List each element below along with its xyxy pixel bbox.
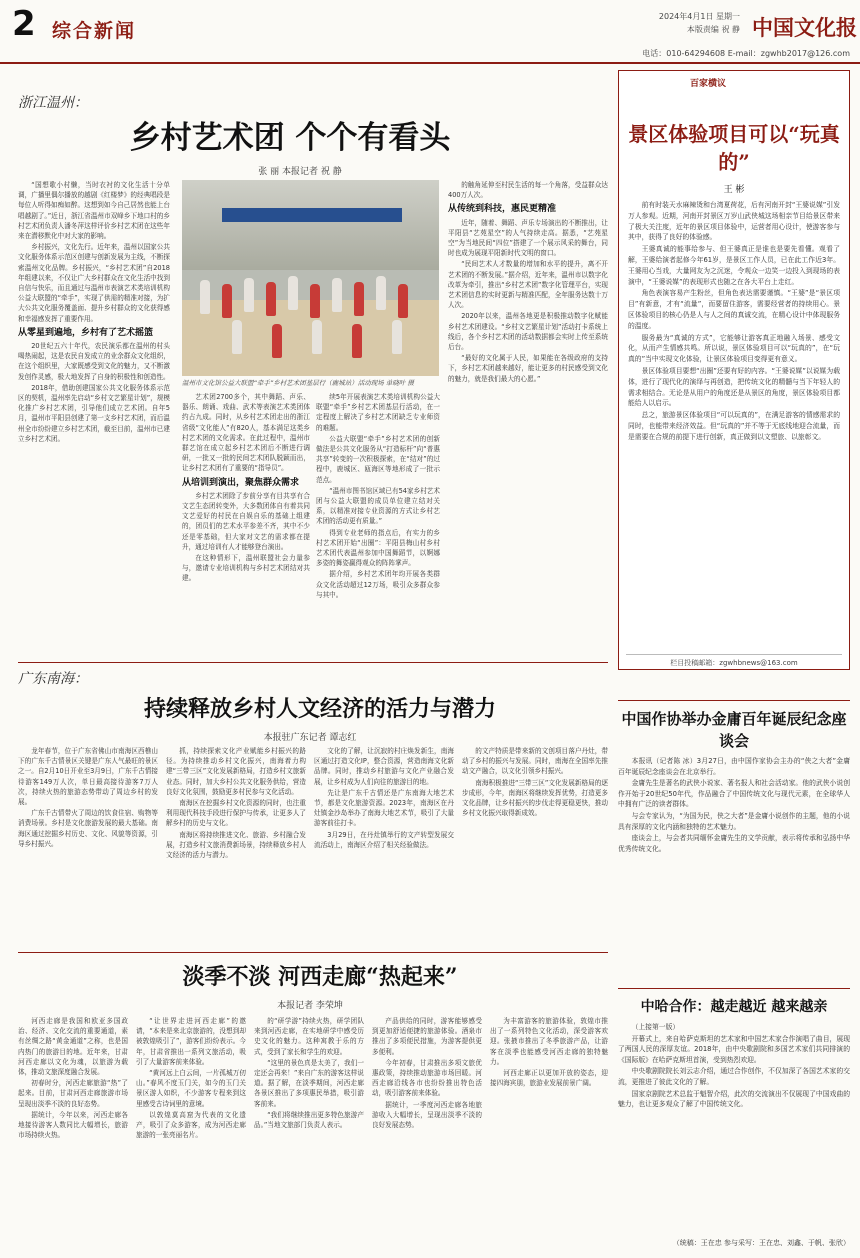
contact-phone: 电话：010-64294608: [642, 49, 726, 58]
column-tag: 百家横议: [690, 79, 727, 89]
article3-column-2: [136, 1016, 246, 1246]
paragraph: 王婆真诚的能事给参与、但王婆真正是谁也是要先看懂。观看了解，王婆给演者起修今年61岁，是景区工作人员，已在此工作近3年。王婆用心当戏，大量网友为之沉迷，令观众一边笑一边投入到现场的表演中，“王婆说媒”的表现形式也随之在各大平台上走红。: [628, 245, 840, 286]
paragraph: 初春时分，河西走廊旅游“热”了起来。目前，甘肃河西走廊旅游市场呈现出淡季不淡的良好态势。: [18, 1079, 128, 1108]
paragraph: 在这种情形下，温州联盟社会力量参与，邀请专业培训机构与乡村艺术团结对共建。: [182, 554, 310, 583]
contact-email: E-mail：zgwhb2017@126.com: [727, 49, 850, 58]
article3-column-5: [490, 1016, 608, 1246]
paragraph: 先让是广东千古情还是广东南海大地艺术节，都是文化旅游资源。2023年，南海区在丹灶镇金沙岛举办了南海大地艺术节，吸引了大量游客前往打卡。: [314, 788, 454, 828]
dancer-figure: [272, 324, 282, 358]
section-name: 综合新闻: [52, 20, 137, 42]
paragraph: 本报讯（记者陈 冰）3月27日，由中国作家协会主办的“侠之大者”金庸百年诞辰纪念座谈会在北京举行。: [618, 757, 850, 776]
article1-kicker: 浙江温州：: [18, 95, 88, 111]
article1-column-2: [182, 392, 310, 660]
paragraph: “最好的文化属于人民，如果能在各级政府的支持下，乡村艺术团越来越好，能让更多的村民感受到文化的魅力，就是我们最大的心愿。”: [448, 354, 608, 383]
paragraph: 的文产特质是带来新的文创项目落户丹灶，带动了乡村的振兴与发展。同时，南海在全国率先推动文产融合，以文化引领乡村振兴。: [462, 747, 608, 776]
paragraph: 公益大联盟“牵手”乡村艺术团的创新做法是公共文化服务从“打造标杆”向“普惠共享”转变的一次积极探索，在“结对”的过程中，鹿城区、瓯海区等地形成了一批示范点。: [316, 434, 440, 484]
issue-date: 2024年4月1日 星期一: [658, 12, 740, 21]
paragraph: 近年，随着、舞蹈、声乐专场演出的不断推出，让平阳县“艺苑星空”的人气持续走高。据悉，“艺苑星空”为当地民间“四位”搭建了一个展示风采的舞台，同时也成为展现平阳新时代文明的窗口。: [448, 218, 608, 258]
paragraph: 抓，持续探索文化产业赋能乡村振兴的路径。为持续推动乡村文化振兴，南海着力构建“三带三区”文化发展新格局，打造乡村文旅新业态。同时，加大乡村公共文化服务供给，营造良好文化氛围，鼓励更多村民参与文化活动。: [166, 747, 306, 796]
article1-column-4: [448, 180, 608, 660]
paragraph: 服务最为“真诚的方式”，它能够让游客真正地融入场景、感受文化，从而产生情感共鸣。所以说，景区体验项目可以“玩真的”，在“玩真的”当中实现文化体验，让景区体验项目变得更有意义。: [628, 333, 840, 364]
article2-column-4: [462, 746, 608, 946]
paragraph: （上接第一版）: [631, 1023, 680, 1031]
paragraph: 中央歌剧院院长刘云志介绍，通过合作创作，不仅加深了各国艺术家的交流，更推进了彼此文化的了解。: [618, 1067, 850, 1086]
paragraph: 金庸先生是著名的武侠小说家、著名报人和社会活动家。他的武侠小说创作开始于20世纪50年代，作品融合了中国传统文化与现代元素，在全球华人中拥有广泛的读者群体。: [618, 779, 850, 809]
paragraph: “温州市图书馆区域已有54家乡村艺术团与公益大联盟的成员单位建立结对关系，以精准对接专业资源的方式让乡村艺术团的活动更有质量。”: [316, 486, 440, 526]
paragraph: 广东千古情带火了周边的饮食住宿、购物等消费场景。乡村是文化旅游发展的最大基础。南海区通过挖掘乡村历史、文化、风貌等资源，引导乡村振兴。: [18, 809, 158, 848]
paragraph: 据统计，一季度河西走廊各地旅游收入大幅增长，呈现出淡季不淡的良好发展态势。: [372, 1100, 482, 1130]
article3-column-4: [372, 1016, 482, 1246]
article2-title: 持续释放乡村人文经济的活力与潜力: [143, 696, 496, 722]
paragraph: 2020年以来，温州各地更是积极推动数字化赋能乡村艺术团建设。“乡村文艺繁星计划”活动打卡系统上线后，各个乡村艺术团的活动数据都会实时上传至系统后台。: [448, 312, 608, 352]
section-divider: [18, 662, 608, 663]
dancer-figure: [244, 278, 254, 312]
article2-column-3: [314, 746, 454, 946]
paragraph: 据统计，今年以来，河西走廊各地接待游客人数同比大幅增长，旅游市场持续火热。: [18, 1110, 128, 1140]
paragraph: 今年初春，甘肃推出多项文旅优惠政策，持续推动旅游市场回暖。河西走廊沿线各市也纷纷推出特色活动，吸引游客前来体验。: [372, 1058, 482, 1098]
china-kazakhstan-body: [618, 1022, 850, 1234]
article1-column-3: [316, 392, 440, 660]
paragraph: 总之，旅游景区体验项目“可以玩真的”，在满足游客的情感需求的同时，也能带来经济效益。但“玩真的”并不等于无底线地迎合流量，而是需要在合规的前提下进行创新，真正做到以文塑旅、以旅彰文。: [628, 411, 840, 441]
paragraph: 南海区在挖掘乡村文化资源的同时，也注重利用现代科技手段进行保护与传承，让更多人了解乡村的历史与文化。: [166, 799, 306, 828]
article2-byline: 本报驻广东记者 谭志红: [263, 733, 357, 743]
section-divider: [18, 952, 608, 953]
page-editor: 本版责编 祝 静: [686, 25, 740, 34]
paragraph: 角色表演容易产生粉丝，但角色表达需要谨慎。“王婆”是“景区项目”有新意，才有“流量”，而要留住游客，需要经营者的持续用心。景区体验项目的核心仍是人与人之间的真诚交流，在精心设计中体现服务的温度。: [628, 289, 840, 330]
paragraph: 得到专业老师的指点后，有实力的乡村艺术团开始“出圈”：平阳县梅山村乡村艺术团代表温州参加中国舞蹈节，以婀娜多姿的舞姿赢得观众的阵阵掌声。: [316, 528, 440, 568]
article3-column-3: [254, 1016, 364, 1246]
paragraph: 为丰富游客的旅游体验，敦煌市推出了一系列特色文化活动，深受游客欢迎。张掖市推出了冬季旅游产品，让游客在淡季也能感受河西走廊的独特魅力。: [490, 1017, 608, 1066]
article3-column-1: [18, 1016, 128, 1246]
dancer-figure: [232, 320, 242, 354]
dancer-figure: [398, 284, 408, 318]
dancer-figure: [310, 284, 320, 318]
dancer-figure: [222, 284, 232, 318]
paragraph: 南海区将持续推进文化、旅游、乡村融合发展，打造乡村文旅消费新场景，持续释放乡村人文经济的活力与潜力。: [166, 830, 306, 860]
article1-column-1: [18, 180, 170, 660]
dancer-figure: [312, 320, 322, 354]
dancer-figure: [392, 320, 402, 354]
paragraph: “国想歌小村懒，当时衣衬的文化生活十分单调，广播里偶尔播放的越剧《红楼梦》的经典唱段是每位人听得如痴如醉。这想到如今自己居然也能上台唱越剧了。”近日，浙江省温州市双峰乡下地口村的乡村艺术团负责人潘冬萍这样评价乡村艺术团在这些年来在潜移默化中对大家的影响。: [18, 181, 170, 241]
commentary-author: 王 彬: [723, 185, 745, 195]
editors-credit: （统稿：王在忠 参与采写：王在忠、刘鑫、于帆、张欣）: [672, 1239, 850, 1247]
article1-title: 乡村艺术团 个个有看头: [129, 120, 451, 156]
dancer-figure: [332, 278, 342, 312]
right-divider: [618, 700, 850, 701]
article1-subhead-2: 从培训到演出，聚焦群众需求: [182, 477, 300, 488]
paragraph: 20世纪五六十年代，农民演乐都在温州的村头喝热闹起，这是农民自发成立的业余群众文化组织，在这个组织里，大家既感受到文化的魅力，又不断激发创作灵感，极大地发挥了自身的积极性和创造性。: [18, 342, 170, 381]
dancer-figure: [266, 282, 276, 316]
paragraph: 景区体验项目要想“出圈”还要有好的内容。“王婆说媒”以说媒为载体，进行了现代化的演绎与再创造，把传统文化的精髓与当下年轻人的需求相结合。无论是从用户的角度还是从景区的角度，景区体验项目都能给人以启示。: [628, 366, 840, 408]
paragraph: “民间艺术人才数量的增加和水平的提升，离不开艺术团的不断发展。”据介绍，近年来，温州市以数字化改革为牵引，推出“乡村艺术团”数字化管理平台，实现艺术团信息的实时更新与精准匹配，全年服务达数十万人次。: [448, 260, 608, 310]
paragraph: 的触角延伸至村民生活的每一个角落，受益群众达400万人次。: [448, 181, 608, 200]
right-divider: [618, 988, 850, 989]
article3-title: 淡季不淡 河西走廊“热起来”: [182, 964, 458, 990]
article1-subhead-3: 从传统到科技，惠民更精准: [448, 204, 557, 215]
china-kazakhstan-title: 中哈合作：越走越近 越来越亲: [640, 999, 828, 1015]
paragraph: 产品供给的同时，游客能够感受到更加舒适便捷的旅游体验。酒泉市推出了多项便民措施，为游客提供更多便利。: [372, 1017, 482, 1056]
dancer-figure: [352, 324, 362, 358]
article2-kicker: 广东南海：: [18, 671, 88, 687]
paragraph: 河西走廊正以更加开放的姿态，迎接四海宾朋，旅游业发展前景广阔。: [490, 1069, 608, 1088]
commentary-title: 景区体验项目可以“玩真的”: [628, 122, 840, 174]
submission-email: 栏目投稿邮箱：zgwhbnews@163.com: [626, 654, 842, 668]
paragraph: 文化的了解，让沉寂的村庄焕发新生，南海区通过打造文化IP，整合资源，营造南海文化新品牌。同时，推动乡村旅游与文化产业融合发展，让乡村成为人们向往的旅游目的地。: [314, 747, 454, 786]
paragraph: 乡村振兴，文化先行。近年来，温州以国家公共文化服务体系示范区创建与创新发展为主线，不断探索温州文化品牌。乡村振兴，“乡村艺术团”自2018年组建以来，不仅让广大乡村群众在文化生活中找到自信与快乐，而且通过与温州市表演艺术类培训机构公益大联盟的“牵手”，实现了供需的精准对接，为扩大公共文化服务覆盖面、提升乡村群众的文化获得感和幸福感发挥了重要作用。: [18, 243, 170, 323]
dancer-figure: [354, 282, 364, 316]
paragraph: 艺术团2700多个，其中舞蹈、声乐、器乐、朗诵、戏曲、武术等表演艺术类团体约占九成。同时，从乡村艺术团走出的浙江省级“文化能人”有820人，基本满足这类乡村艺术团的文化需求。在此过程中，温州市群艺馆在成立起乡村艺术团后不断进行调研，一批又一批的民间艺术团队脱颖而出，让乡村艺术团有了重要的“指导员”。: [182, 393, 310, 473]
paragraph: 乡村艺术团除了步前分享有目共享有合文艺生态团转变外，大多数团体自有着共同文艺爱好的村民在自娱自乐的基础上组建的，团员们的艺术水平参差不齐，其中不少还是零基础，但大家对文艺的需求都在提升，通过培训有人才能够登台演出。: [182, 491, 310, 551]
dance-troupe-photo: [182, 180, 439, 376]
commentary-body: [628, 200, 840, 648]
paragraph: 3月29日，在丹灶镇举行的文产转型发展交流活动上，南海区介绍了相关经验做法。: [314, 830, 454, 849]
photo-caption: 温州市文化馆公益大联盟“牵手”乡村艺术团基层行（鹿城站）活动现场 单晓叶 摄: [182, 379, 414, 387]
paragraph: “这里的景色真是太美了，我们一定还会再来！”来自广东的游客这样说道。据了解，在淡季期间，河西走廊各景区推出了多项惠民举措，吸引游客前来。: [254, 1058, 364, 1108]
paragraph: 2018年，借助创建国家公共文化服务体系示范区的契机，温州率先启动“乡村文艺繁星计划”，规模化推广乡村艺术团，引导他们成立艺术团。自年5月，温州市平阳县创建了第一支乡村艺术团，而后温州全市纷纷建立乡村艺术团，截至目前，温州市已建立乡村艺术团。: [18, 383, 170, 443]
paragraph: 与会专家认为，“为国为民，侠之大者”是金庸小说创作的主题，他的小说具有深厚的文化内涵和独特的艺术魅力。: [618, 811, 850, 831]
masthead: [0, 0, 860, 64]
article3-byline: 本报记者 李荣坤: [277, 1001, 343, 1011]
article2-column-2: [166, 746, 306, 946]
paragraph: 南海积极推进“三带三区”文化发展新格局的逐步成形，今年，南海区将继续发挥优势，打造更多文化品牌，让乡村振兴的步伐走得更稳更快，推动乡村文化振兴取得新成效。: [462, 778, 608, 818]
paragraph: 国家京剧院艺术总监于魁智介绍，此次的交流演出不仅展现了中国戏曲的魅力，也让更多观众了解了中国传统文化。: [618, 1089, 850, 1109]
paragraph: 以敦煌莫高窟为代表的文化遗产，吸引了众多游客，成为河西走廊旅游的一张亮丽名片。: [136, 1110, 246, 1140]
cwa-article-body: [618, 756, 850, 982]
dancer-figure: [288, 276, 298, 310]
paragraph: 续5年开展表演艺术类培训机构公益大联盟“牵手”乡村艺术团基层行活动，在一定程度上解决了乡村艺术团缺乏专业师资的难题。: [316, 393, 440, 432]
paragraph: 龙年春节，位于广东省佛山市南海区西樵山下的广东千古情景区关键是广东人气最旺的景区之一。自2月10日开业至3月9日，广东千古情接待游客149万人次，单日最高接待游客7万人次，持续火热的旅游态势带动了周边乡村的发展。: [18, 747, 158, 807]
article1-byline: 张 丽 本报记者 祝 静: [258, 167, 342, 177]
paragraph: 前有时装天水麻辣烫和台湾夏荷花，后有河南开封“王婆说媒”引发万人参观。近期，河南开封景区万岁山武侠城这场相亲节目给景区带来了极大关注度，近年的景区项目体验中，运营者用心设计，使游客参与其中，获得了良好的体验感。: [628, 201, 840, 242]
paragraph: 座谈会上，与会者共同缅怀金庸先生的文学贡献，表示将传承和弘扬中华优秀传统文化。: [618, 834, 850, 853]
paragraph: 河西走廊是我国和欧亚多国政治、经济、文化交流的重要通道，素有丝绸之路“黄金通道”之称，也是国内热门的旅游目的地。近年来，甘肃河西走廊以文化为魂，以旅游为载体，推动文旅深度融合发展。: [18, 1017, 128, 1077]
photo-banner: [222, 208, 402, 222]
contact-line: [580, 48, 850, 59]
issue-meta: [620, 10, 740, 36]
paragraph: “让世界走进河西走廊”的邀请，“本来是来北京旅游的，没想到却被敦煌吸引了”，游客们纷纷表示。今年，甘肃省推出一系列文旅活动，吸引了大量游客前来体验。: [136, 1017, 246, 1066]
paragraph: 的“研学游”持续火热，研学团队来到河西走廊，在实地研学中感受历史文化的魅力。这种寓教于乐的方式，受到了家长和学生的欢迎。: [254, 1017, 364, 1056]
article1-subhead-1: 从零星到遍地，乡村有了艺术摇篮: [18, 327, 154, 338]
article2-column-1: [18, 746, 158, 946]
paragraph: “黄河远上白云间，一片孤城万仞山。”春风不度玉门关，如今的玉门关景区游人如织，不少游客专程来到这里感受古诗词里的意境。: [136, 1069, 246, 1108]
photo-background: [182, 180, 439, 270]
paragraph: “我们将继续推出更多特色旅游产品。”当地文旅部门负责人表示。: [254, 1110, 364, 1130]
dancer-figure: [376, 276, 386, 310]
newspaper-logo: 中国文化报: [752, 15, 857, 40]
cwa-article-title: 中国作协举办金庸百年诞辰纪念座谈会: [621, 710, 847, 750]
page-number: 2: [12, 4, 36, 44]
dancer-figure: [200, 280, 210, 314]
paragraph: 开幕式上，来自哈萨克斯坦的艺术家和中国艺术家合作演唱了曲目，展现了两国人民的深厚友谊。2018年，由中央歌剧院和多国艺术家们共同排演的《国际版》在哈萨克斯坦首演，受到热烈欢迎。: [618, 1034, 850, 1064]
paragraph: 据介绍，乡村艺术团年均开展各类群众文化活动超过12万场，吸引众多群众参与其中。: [316, 570, 440, 599]
